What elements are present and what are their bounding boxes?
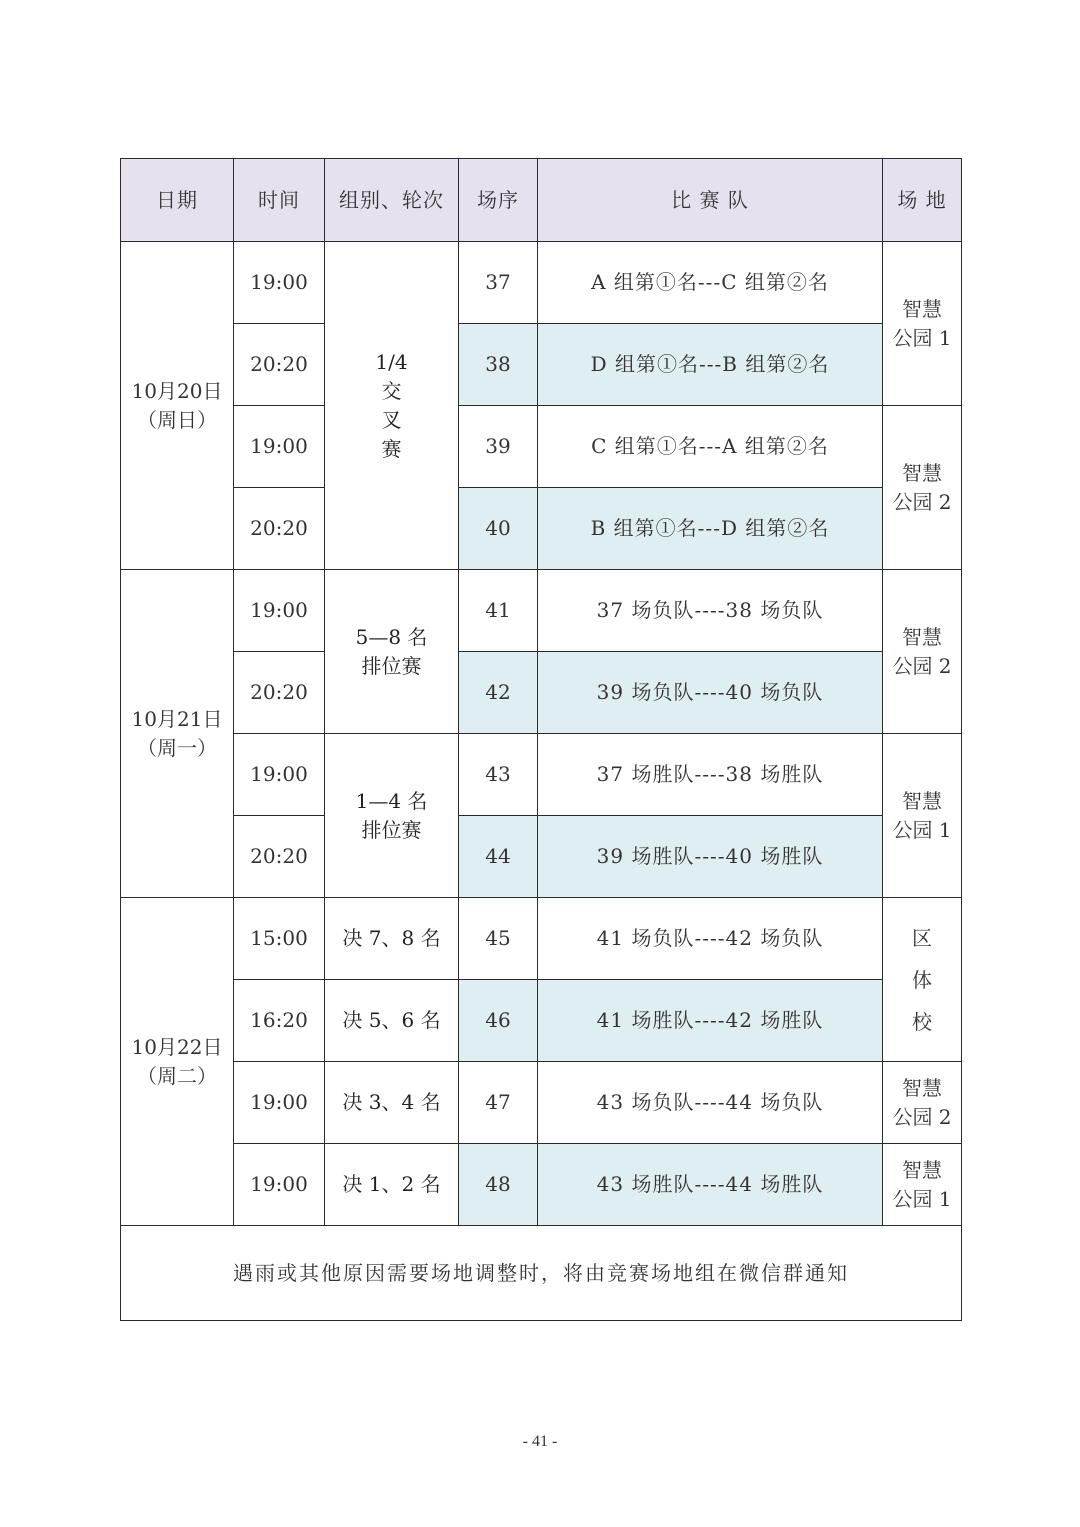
venue-char: 体 <box>912 967 932 992</box>
table-row <box>121 816 962 898</box>
venue-line: 公园 2 <box>892 653 952 678</box>
header-row <box>121 159 962 242</box>
match-no-cell: 47 <box>459 1062 538 1144</box>
header-venue: 场 地 <box>883 159 962 242</box>
group-line: 5—8 名 <box>355 624 428 649</box>
group-cell: 决 1、2 名 <box>325 1144 459 1226</box>
match-no-cell: 37 <box>459 242 538 324</box>
table-row <box>121 980 962 1062</box>
date-cell <box>121 242 234 570</box>
group-cell <box>325 242 459 570</box>
page-number: - 41 - <box>522 1433 558 1450</box>
teams-cell: 41 场负队----42 场负队 <box>538 898 883 980</box>
venue-line: 公园 1 <box>892 1186 952 1211</box>
table-row <box>121 242 962 324</box>
group-line: 1/4 <box>375 349 408 374</box>
match-no-cell: 40 <box>459 488 538 570</box>
teams-cell: 37 场负队----38 场负队 <box>538 570 883 652</box>
table-row <box>121 570 962 652</box>
table-row <box>121 406 962 488</box>
weekday-label: （周日） <box>137 407 217 432</box>
table-row <box>121 324 962 406</box>
note-row <box>121 1226 962 1321</box>
venue-line: 智慧 <box>902 1157 942 1182</box>
group-char: 叉 <box>381 407 402 432</box>
group-line: 排位赛 <box>361 653 422 678</box>
venue-char: 区 <box>912 925 932 950</box>
group-cell <box>325 734 459 898</box>
venue-char: 校 <box>912 1009 932 1034</box>
schedule-table <box>120 158 962 1321</box>
header-time: 时间 <box>234 159 325 242</box>
table-row <box>121 734 962 816</box>
group-cell: 决 3、4 名 <box>325 1062 459 1144</box>
venue-line: 公园 2 <box>892 489 952 514</box>
teams-cell: D 组第①名---B 组第②名 <box>538 324 883 406</box>
time-cell: 20:20 <box>234 488 325 570</box>
time-cell: 19:00 <box>234 1144 325 1226</box>
time-cell: 20:20 <box>234 652 325 734</box>
venue-cell <box>883 1062 962 1144</box>
header-date: 日期 <box>121 159 234 242</box>
time-cell: 16:20 <box>234 980 325 1062</box>
date-cell <box>121 898 234 1226</box>
venue-line: 智慧 <box>902 788 942 813</box>
teams-cell: 43 场胜队----44 场胜队 <box>538 1144 883 1226</box>
venue-cell <box>883 734 962 898</box>
table-row <box>121 898 962 980</box>
date-label: 10月21日 <box>131 706 223 731</box>
teams-cell: 39 场胜队----40 场胜队 <box>538 816 883 898</box>
weekday-label: （周一） <box>137 735 217 760</box>
time-cell: 20:20 <box>234 324 325 406</box>
group-cell: 决 5、6 名 <box>325 980 459 1062</box>
venue-line: 智慧 <box>902 296 942 321</box>
table-row <box>121 488 962 570</box>
time-cell: 19:00 <box>234 242 325 324</box>
weekday-label: （周二） <box>137 1063 217 1088</box>
venue-line: 公园 1 <box>892 817 952 842</box>
table-row <box>121 652 962 734</box>
teams-cell: 39 场负队----40 场负队 <box>538 652 883 734</box>
time-cell: 19:00 <box>234 734 325 816</box>
teams-cell: C 组第①名---A 组第②名 <box>538 406 883 488</box>
venue-cell <box>883 1144 962 1226</box>
match-no-cell: 38 <box>459 324 538 406</box>
venue-line: 公园 2 <box>892 1104 952 1129</box>
match-no-cell: 46 <box>459 980 538 1062</box>
time-cell: 19:00 <box>234 406 325 488</box>
venue-line: 智慧 <box>902 624 942 649</box>
table-row <box>121 1144 962 1226</box>
venue-line: 公园 1 <box>892 325 952 350</box>
match-no-cell: 45 <box>459 898 538 980</box>
time-cell: 19:00 <box>234 1062 325 1144</box>
match-no-cell: 42 <box>459 652 538 734</box>
header-match-no: 场序 <box>459 159 538 242</box>
header-teams: 比 赛 队 <box>538 159 883 242</box>
teams-cell: 37 场胜队----38 场胜队 <box>538 734 883 816</box>
teams-cell: 43 场负队----44 场负队 <box>538 1062 883 1144</box>
time-cell: 19:00 <box>234 570 325 652</box>
group-line: 1—4 名 <box>355 788 428 813</box>
match-no-cell: 39 <box>459 406 538 488</box>
match-no-cell: 41 <box>459 570 538 652</box>
group-char: 赛 <box>381 436 402 461</box>
date-label: 10月20日 <box>131 378 223 403</box>
date-label: 10月22日 <box>131 1034 223 1059</box>
match-no-cell: 43 <box>459 734 538 816</box>
date-cell <box>121 570 234 898</box>
note-cell: 遇雨或其他原因需要场地调整时，将由竞赛场地组在微信群通知 <box>121 1226 962 1321</box>
match-no-cell: 48 <box>459 1144 538 1226</box>
group-cell: 决 7、8 名 <box>325 898 459 980</box>
table-row <box>121 1062 962 1144</box>
time-cell: 20:20 <box>234 816 325 898</box>
match-no-cell: 44 <box>459 816 538 898</box>
teams-cell: 41 场胜队----42 场胜队 <box>538 980 883 1062</box>
venue-line: 智慧 <box>902 1075 942 1100</box>
venue-cell <box>883 898 962 1062</box>
group-line: 排位赛 <box>361 817 422 842</box>
group-cell <box>325 570 459 734</box>
venue-line: 智慧 <box>902 460 942 485</box>
teams-cell: B 组第①名---D 组第②名 <box>538 488 883 570</box>
venue-cell <box>883 570 962 734</box>
header-group: 组别、轮次 <box>325 159 459 242</box>
group-char: 交 <box>381 378 402 403</box>
venue-cell <box>883 242 962 406</box>
teams-cell: A 组第①名---C 组第②名 <box>538 242 883 324</box>
time-cell: 15:00 <box>234 898 325 980</box>
venue-cell <box>883 406 962 570</box>
